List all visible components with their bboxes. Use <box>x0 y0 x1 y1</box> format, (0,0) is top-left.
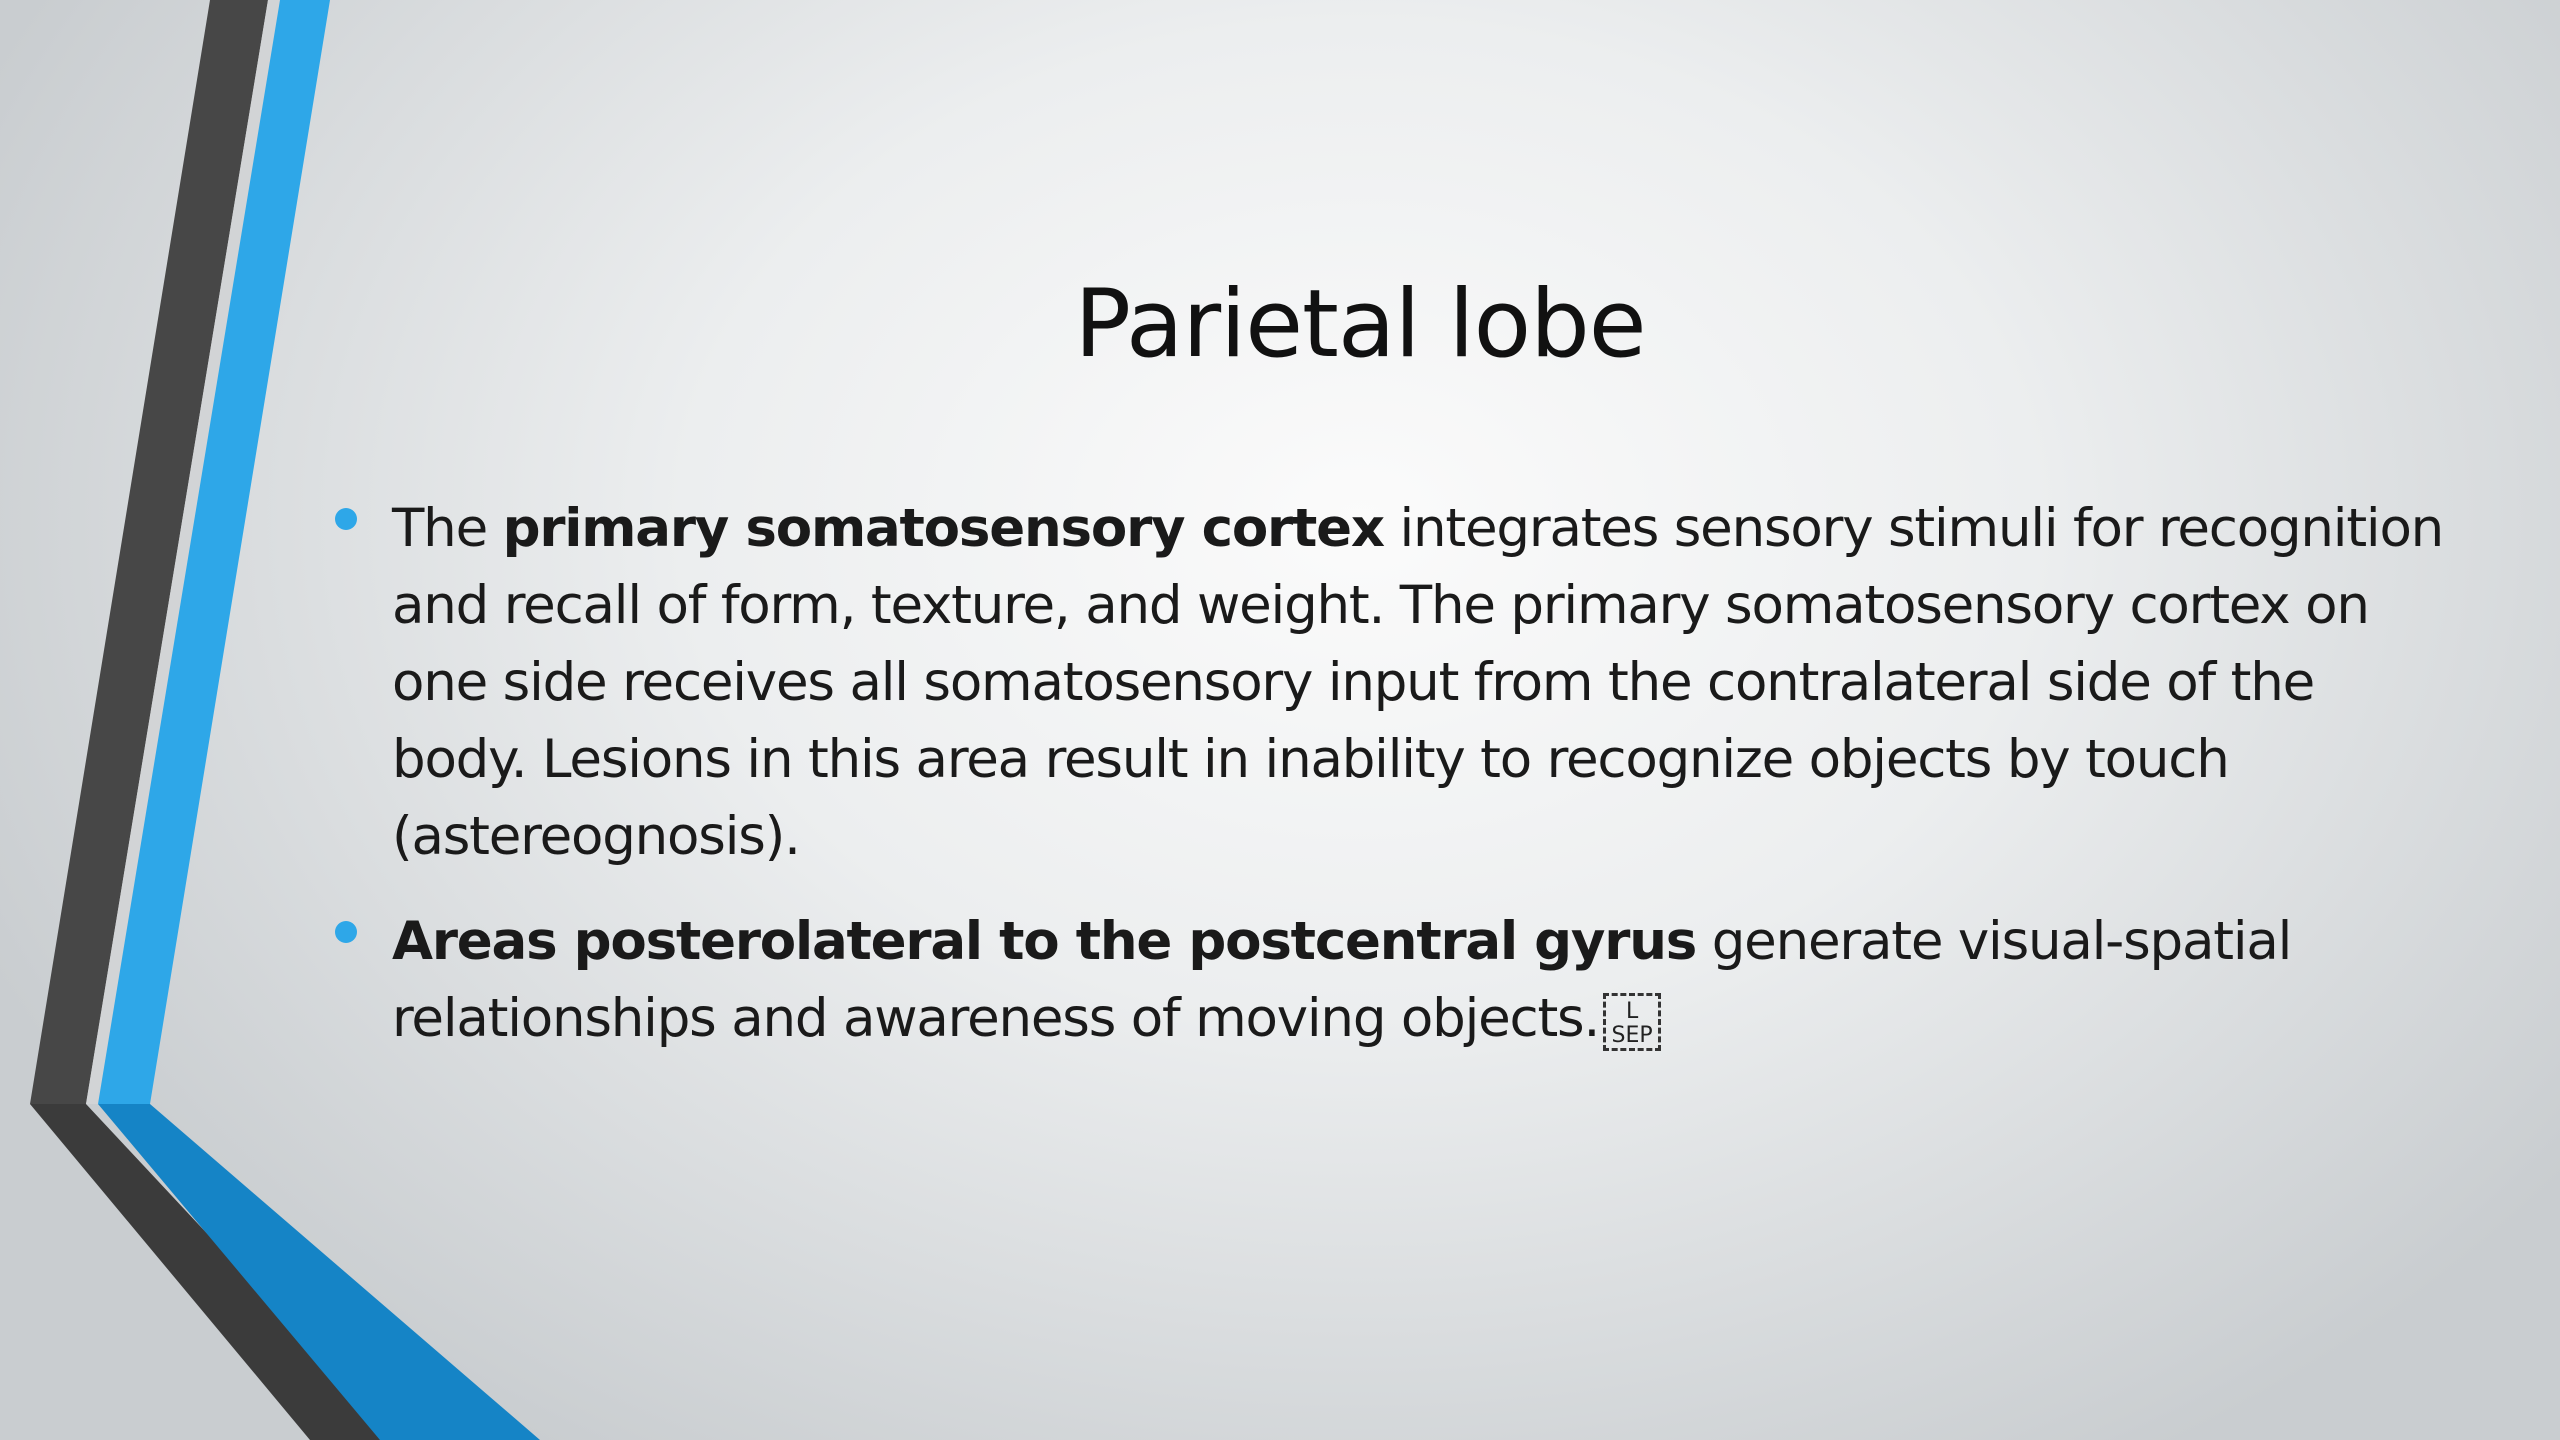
bullet-list <box>330 490 2460 1085</box>
slide-title: Parietal lobe <box>1074 270 1646 379</box>
bullet-item-somatosensory <box>330 490 2460 875</box>
bullet-text: integrates sensory stimuli for recognition and recall of form, texture, and weight. The primary somatosensory cortex on one side receives all somatosensory input from the contralateral side of the body. Lesions in this area result in inability to recognize objects by touch (astereognosis). <box>392 498 2444 867</box>
bullet-bold-term: Areas posterolateral to the postcentral gyrus <box>392 911 1697 972</box>
bullet-bold-term: primary somatosensory cortex <box>502 498 1384 559</box>
bullet-dot-icon <box>335 921 357 943</box>
bullet-text: generate visual-spatial relationships and awareness of moving objects. <box>392 911 2292 1049</box>
bullet-prefix: The <box>392 498 503 559</box>
bullet-dot-icon <box>335 508 357 530</box>
separator-glyph-icon: L SEP <box>1603 993 1661 1051</box>
bullet-item-posterolateral <box>330 903 2460 1057</box>
separator-glyph-label: SEP <box>1611 1023 1653 1048</box>
